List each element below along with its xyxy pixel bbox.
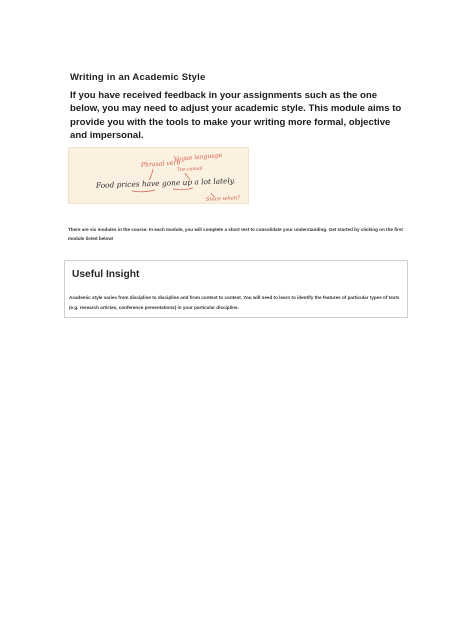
underline-mark xyxy=(173,188,193,190)
useful-insight-box xyxy=(64,260,408,318)
insight-body: Academic style varies from discipline to discipline and from context to context. You will need to learn to identify the features of particular types of texts (e.g. research articles, conference presentations) in your particular discipline. xyxy=(69,295,400,310)
annotation-phrasal-verb: Phrasal verb xyxy=(140,159,181,169)
annotation-vague-language: Vague language xyxy=(173,151,223,163)
intro-paragraph: If you have received feedback in your assignments such as the one below, you may need to adjust your academic style. This module aims to provide you with the tools to make your writing more formal, objective and impersonal. xyxy=(70,90,402,142)
page-title: Writing in an Academic Style xyxy=(70,72,206,83)
feedback-sentence: Food prices have gone up a lot lately. xyxy=(95,176,236,190)
feedback-handwriting-illustration xyxy=(69,148,249,204)
modules-info-text: There are six modules in the course. In each module, you will complete a short test to consolidate your understanding. Get started by clicking on the first module listed below! xyxy=(68,227,403,241)
feedback-example-image xyxy=(68,147,249,204)
annotation-since-when: Since when? xyxy=(205,195,241,203)
underline-mark xyxy=(132,190,155,192)
annotation-too-casual: Too casual xyxy=(176,166,203,173)
insight-title: Useful Insight xyxy=(72,269,140,280)
